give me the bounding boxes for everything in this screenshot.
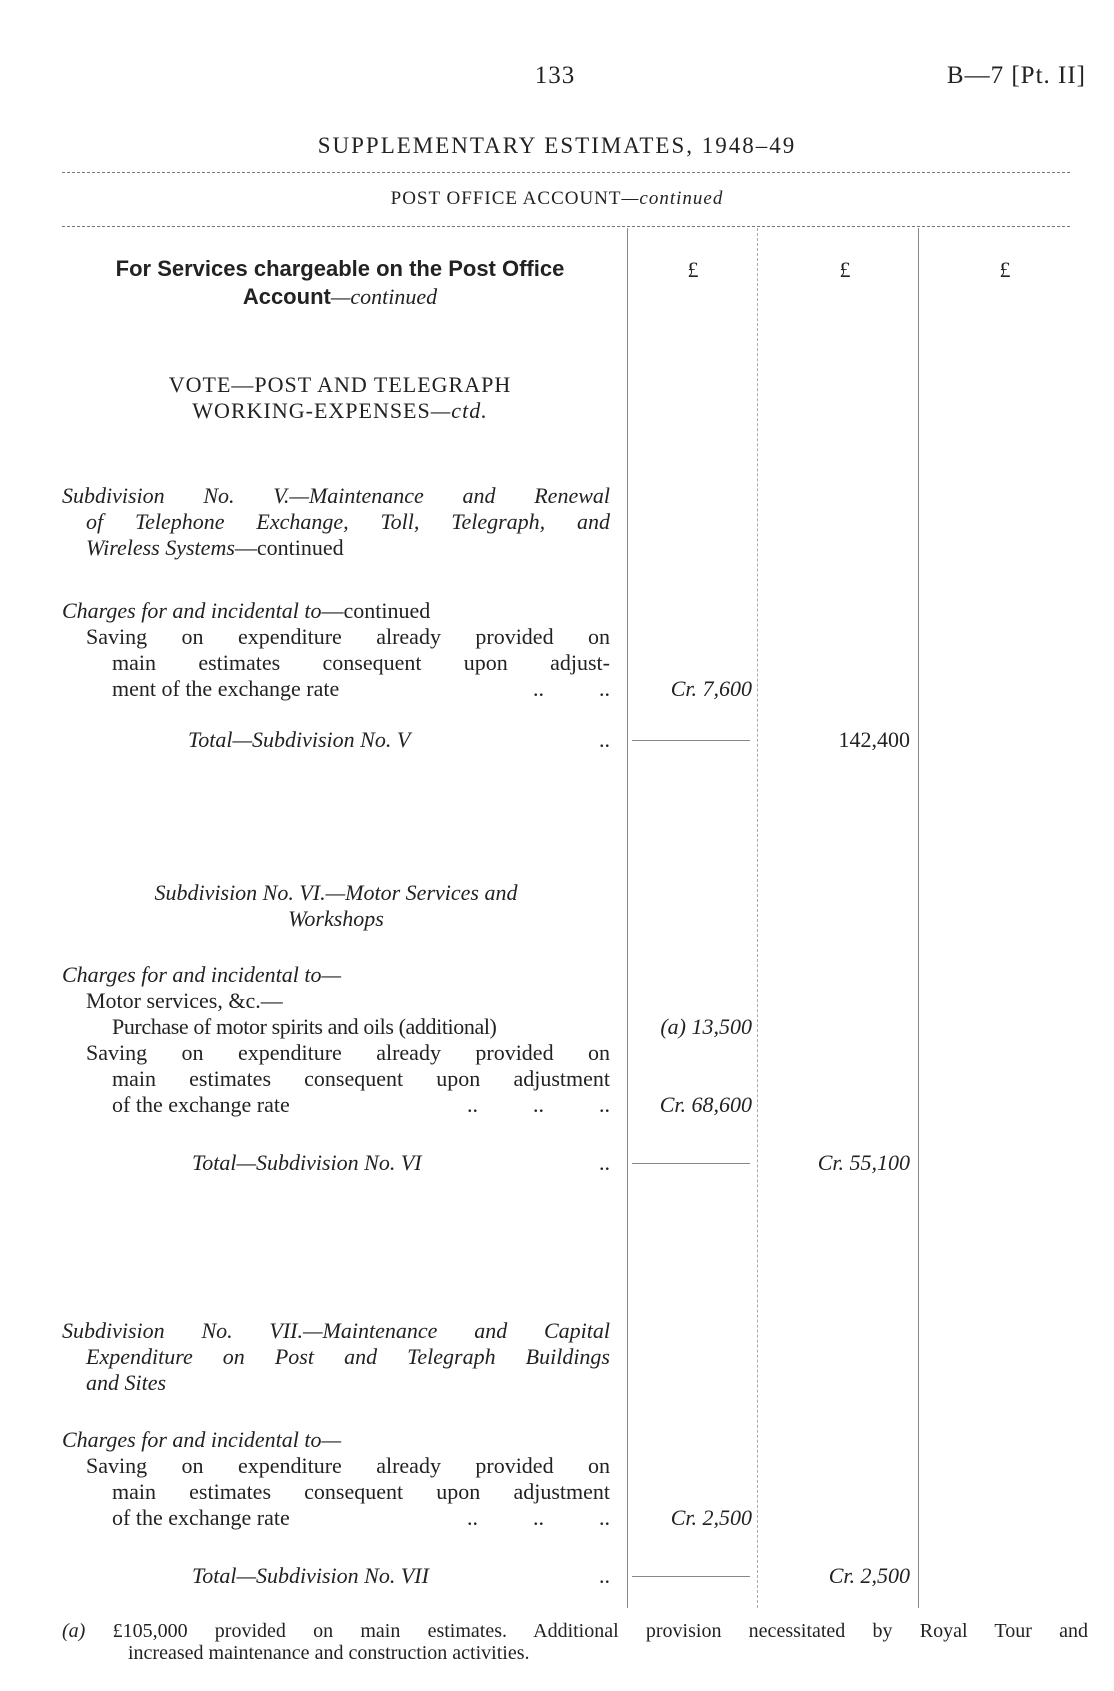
account-name: POST OFFICE ACCOUNT xyxy=(390,188,622,209)
subdivision-vii-item-line2: main estimates consequent upon adjustment xyxy=(112,1479,610,1504)
services-heading-suffix: —continued xyxy=(330,284,438,309)
footnote-line1: £105,000 provided on main estimates. Additional provision necessitated by Royal Tour and xyxy=(112,1620,1088,1642)
subdivision-vii-charges-label: Charges for and incidental to— xyxy=(62,1427,342,1452)
subdivision-vii-title-line2: Expenditure on Post and Telegraph Buildings xyxy=(86,1344,610,1369)
subdivision-v-items xyxy=(62,598,610,702)
col3-currency: £ xyxy=(999,257,1011,282)
subdivision-v-title xyxy=(62,483,610,561)
subdivision-vi-motor-label: Motor services, &c.— xyxy=(86,988,283,1013)
subdivision-vi-item-line3: of the exchange rate xyxy=(112,1092,290,1117)
vote-line2-suffix: —ctd. xyxy=(430,398,488,423)
subdivision-v-item-amount: Cr. 7,600 xyxy=(670,676,752,701)
subdivision-vii-total-dots: .. xyxy=(599,1563,610,1588)
subdivision-v-charges-label: Charges for and incidental to xyxy=(62,598,322,623)
vote-heading xyxy=(60,372,620,424)
vote-line2: WORKING-EXPENSES xyxy=(192,398,431,423)
subdivision-v-item-line3: ment of the exchange rate xyxy=(112,676,340,701)
subdivision-v-total-amount: 142,400 xyxy=(838,727,910,752)
document-reference: B—7 [Pt. II] xyxy=(946,62,1086,89)
subdivision-vii-title-line1: Subdivision No. VII.—Maintenance and Capital xyxy=(62,1318,610,1343)
subdivision-vii-total-label: Total—Subdivision No. VII xyxy=(192,1563,429,1588)
document-title: SUPPLEMENTARY ESTIMATES, 1948–49 xyxy=(317,133,797,158)
subdivision-vii-total-amount: Cr. 2,500 xyxy=(828,1563,910,1588)
subdivision-vi-items xyxy=(62,962,610,1118)
column-rule-1 xyxy=(627,228,628,1608)
subdivision-vii-total xyxy=(62,1563,610,1589)
subdivision-vii-item-dots: .. .. .. xyxy=(467,1505,610,1530)
account-suffix: —continued xyxy=(621,188,724,209)
subdivision-vi-purchase-amount: (a) 13,500 xyxy=(660,1014,752,1039)
subdivision-vi-item-amount: Cr. 68,600 xyxy=(659,1092,752,1117)
column-rule-2 xyxy=(757,228,758,1608)
subdivision-vi-title-line1: Subdivision No. VI.—Motor Services and xyxy=(154,880,518,905)
col2-currency: £ xyxy=(839,257,851,282)
subdivision-v-title-line3: Wireless Systems xyxy=(86,535,235,560)
subdivision-vii-subtotal-rule xyxy=(632,1576,750,1577)
subdivision-vi-purchase-line: Purchase of motor spirits and oils (additional) xyxy=(112,1014,497,1039)
subdivision-v-total-dots: .. xyxy=(599,727,610,752)
services-heading-line2: Account xyxy=(242,284,331,309)
footnote-line2: increased maintenance and construction activities. xyxy=(128,1642,530,1664)
footnote xyxy=(62,1620,1088,1664)
footnote-marker: (a) xyxy=(62,1620,86,1642)
subdivision-v-title-line2: of Telephone Exchange, Toll, Telegraph, and xyxy=(86,509,610,534)
subdivision-v-item-dots: .. .. xyxy=(533,676,610,701)
account-divider xyxy=(62,226,1070,227)
header-divider xyxy=(62,172,1070,173)
subdivision-vi-item-line1: Saving on expenditure already provided on xyxy=(86,1040,610,1065)
subdivision-v-total-label: Total—Subdivision No. V xyxy=(188,727,411,752)
subdivision-vi-total-label: Total—Subdivision No. VI xyxy=(192,1150,422,1175)
vote-line1: VOTE—POST AND TELEGRAPH xyxy=(168,372,512,397)
subdivision-vi-item-dots: .. .. .. xyxy=(467,1092,610,1117)
subdivision-vii-item-line3: of the exchange rate xyxy=(112,1505,290,1530)
subdivision-v-title-line1: Subdivision No. V.—Maintenance and Renewal xyxy=(62,483,610,508)
page-number: 133 xyxy=(534,62,576,89)
subdivision-v-title-suffix: —continued xyxy=(234,535,344,560)
subdivision-v-item-line1: Saving on expenditure already provided on xyxy=(86,624,610,649)
subdivision-vi-total-dots: .. xyxy=(599,1150,610,1175)
subdivision-vii-items xyxy=(62,1427,610,1531)
subdivision-v-item-line2: main estimates consequent upon adjust- xyxy=(112,650,610,675)
subdivision-vii-item-amount: Cr. 2,500 xyxy=(670,1505,752,1530)
subdivision-vii-item-line1: Saving on expenditure already provided on xyxy=(86,1453,610,1478)
services-heading-line1: For Services chargeable on the Post Office xyxy=(115,256,565,281)
subdivision-vi-charges-label: Charges for and incidental to— xyxy=(62,962,342,987)
services-heading xyxy=(60,255,620,311)
account-heading xyxy=(0,188,1114,210)
subdivision-v-charges-suffix: —continued xyxy=(321,598,431,623)
subdivision-vi-item-line2: main estimates consequent upon adjustment xyxy=(112,1066,610,1091)
column-rule-3 xyxy=(918,228,919,1608)
subdivision-v-subtotal-rule xyxy=(632,740,750,741)
subdivision-vi-total xyxy=(62,1150,610,1176)
subdivision-vii-title-line3: and Sites xyxy=(86,1370,167,1395)
subdivision-v-total xyxy=(62,727,610,753)
subdivision-vi-total-amount: Cr. 55,100 xyxy=(817,1150,910,1175)
subdivision-vi-title xyxy=(62,880,610,932)
subdivision-vii-title xyxy=(62,1318,610,1396)
subdivision-vi-title-line2: Workshops xyxy=(288,906,384,931)
subdivision-vi-subtotal-rule xyxy=(632,1163,750,1164)
col1-currency: £ xyxy=(687,257,699,282)
